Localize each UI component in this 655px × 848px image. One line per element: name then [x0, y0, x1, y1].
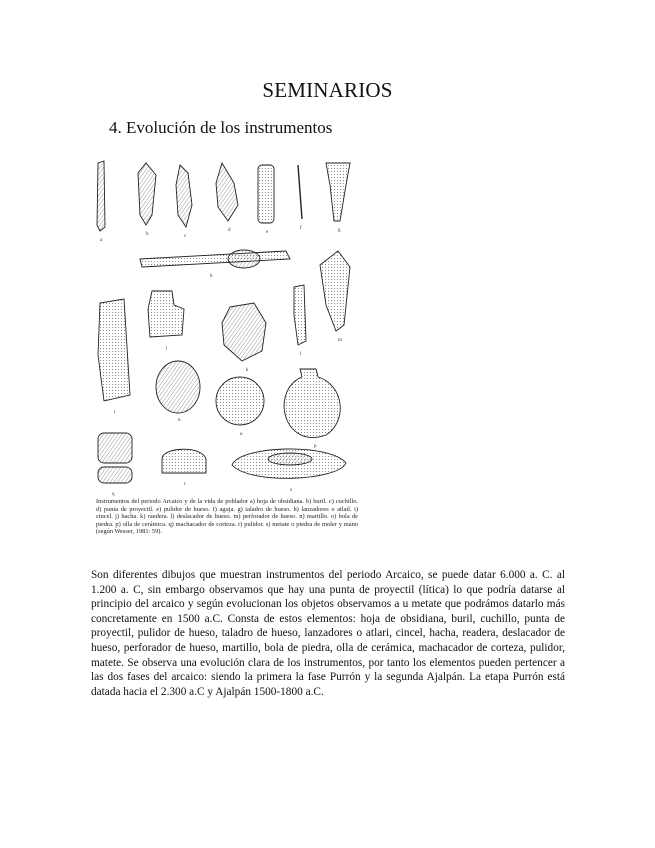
polisher — [162, 449, 206, 473]
figure-label-b: b — [146, 232, 149, 237]
needle — [298, 165, 302, 219]
figure-label-h: h — [210, 274, 213, 279]
atlatl — [140, 251, 290, 267]
axe — [148, 291, 184, 337]
bone-drill — [326, 163, 350, 221]
figure-label-f: f — [300, 226, 302, 231]
figure-label-p: p — [314, 444, 317, 449]
figure-label-s: s — [290, 488, 292, 493]
figure-label-c: c — [184, 234, 187, 239]
hammer — [156, 361, 200, 413]
artifact-drawing — [90, 155, 366, 550]
mano — [268, 453, 312, 465]
ceramic-pot — [284, 369, 340, 437]
artifact-illustration — [90, 155, 366, 550]
bark-beater — [98, 433, 132, 463]
figure-label-l: l — [300, 352, 302, 357]
burin — [138, 163, 156, 225]
obsidian-blade — [97, 161, 105, 231]
figure-label-i: i — [114, 410, 116, 415]
figure-caption: Instrumentos del periodo Arcaico y de la vida de poblador a) hoja de obsidiana. b) buril. c) cuchillo. d) punta de proyectil. e) pulidor de hueso. f) aguja. g) taladro de hueso. h) lanzadores o atlatl. i) cincel. j) hacha. k) raedera. l) deslacador de hueso. m) perforador de hueso. n) martillo. o) bola de piedra. p) olla de cerámica. q) machacador de corteza. r) pulidor. s) metate o piedra de moler y mano (según Wesser, 1981: 59). — [96, 498, 358, 536]
chisel — [98, 299, 130, 401]
bone-polisher — [258, 165, 274, 223]
knife — [176, 165, 192, 227]
figure-label-n: n — [178, 418, 181, 423]
section-heading: 4. Evolución de los instrumentos — [109, 118, 333, 137]
figure-label-j: j — [166, 346, 168, 351]
figure-label-m: m — [338, 338, 342, 343]
figure-label-g: g — [338, 228, 341, 233]
scraper — [222, 303, 266, 361]
figure-label-r: r — [184, 482, 186, 487]
projectile-point — [216, 163, 238, 221]
figure-label-d: d — [228, 228, 231, 233]
figure-label-o: o — [240, 432, 243, 437]
body-paragraph: Son diferentes dibujos que muestran instrumentos del periodo Arcaico, se puede datar 6.000 a. C. al 1.200 a. C, sin embargo observamos que hay una punta de proyectil (lítica) lo que podría datarse al principio del arcaico y según evolucionan los objetos observamos a u metate que podrámos datarlo más concretamente en 1500 a.C. Consta de estos elementos: hoja de obsidiana, buril, cuchillo, punta de proyectil, pulidor de hueso, taladro de hueso, lanzadores o atlari, cincel, hacha, readera, deslacador de hueso, perforador de hueso, martillo, bola de piedra, olla de cerámica, machacador de corteza, pulidor, matete. Se observa una evolución clara de los instrumentos, por tanto los elementos pueden pertencer a las dos fases del arcaico: siendo la primera la fase Purrón y la segunda Ajalpán. La etapa Purrón está datada hacia el 2.300 a.C y Ajalpán 1500-1800 a.C. — [91, 569, 565, 698]
figure-label-k: k — [246, 368, 249, 373]
stone-ball — [216, 377, 264, 425]
page-title: SEMINARIOS — [262, 78, 393, 102]
bone-awl — [320, 251, 350, 331]
figure-label-q: q — [112, 492, 115, 497]
bone-flaker — [294, 285, 306, 345]
figure-label-a: a — [100, 238, 103, 243]
figure-label-e: e — [266, 230, 269, 235]
